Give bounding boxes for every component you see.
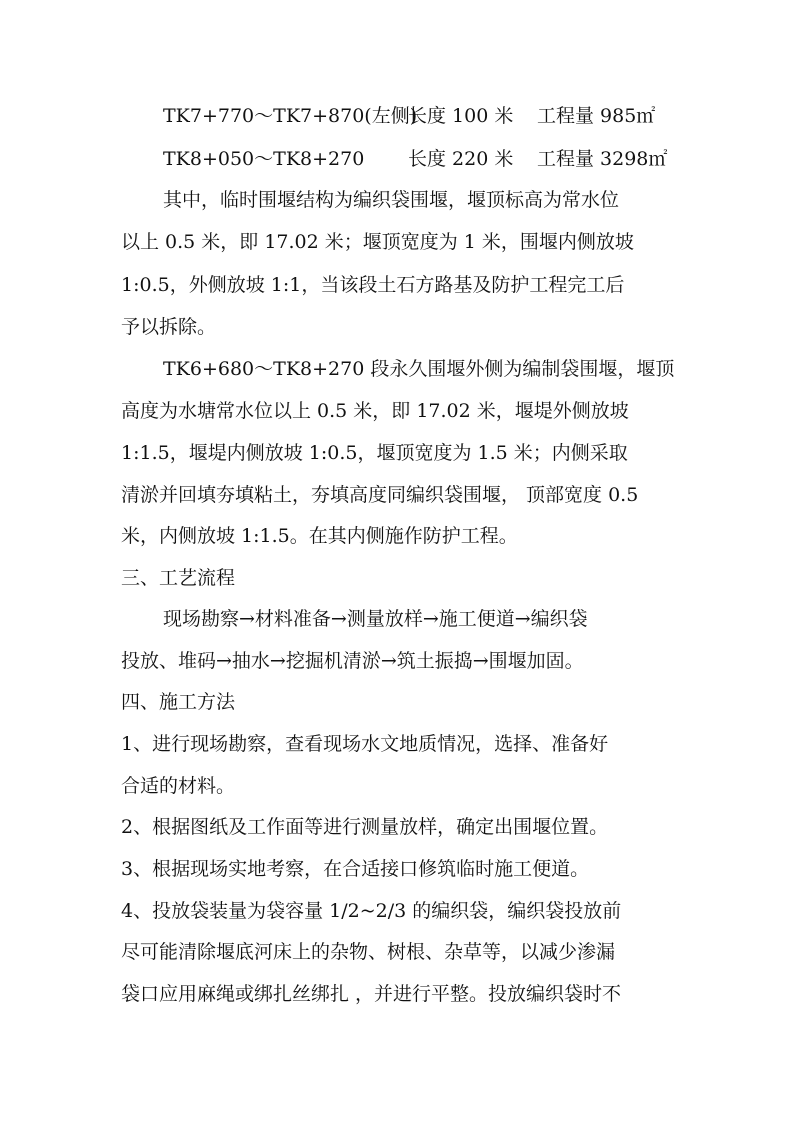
paragraph-line: 米，内侧放坡 1:1.5。在其内侧施作防护工程。 [121, 525, 518, 547]
row-length: 长度 220 米 [408, 148, 514, 170]
list-item-continuation: 尽可能清除堰底河床上的杂物、树根、杂草等，以减少渗漏 [121, 941, 616, 963]
paragraph-line: 其中，临时围堰结构为编织袋围堰，堰顶标高为常水位 [163, 189, 620, 211]
list-item: 3、根据现场实地考察，在合适接口修筑临时施工便道。 [121, 858, 590, 880]
list-item: 4、投放袋装量为袋容量 1/2~2/3 的编织袋，编织袋投放前 [121, 900, 622, 922]
list-item: 1、进行现场勘察，查看现场水文地质情况，选择、准备好 [121, 733, 609, 755]
paragraph-line: 投放、堆码→抽水→挖掘机清淤→筑土振捣→围堰加固。 [121, 650, 584, 672]
paragraph-line: 清淤并回填夯填粘土，夯填高度同编织袋围堰， 顶部宽度 0.5 [121, 484, 639, 506]
section-heading: 三、工艺流程 [121, 567, 236, 589]
paragraph-line: 以上 0.5 米，即 17.02 米；堰顶宽度为 1 米，围堰内侧放坡 [121, 231, 634, 253]
row-quantity: 工程量 3298㎡ [537, 148, 668, 170]
paragraph-line: 现场勘察→材料准备→测量放样→施工便道→编织袋 [163, 608, 588, 630]
row-quantity: 工程量 985㎡ [537, 105, 656, 127]
paragraph-line: 1:0.5，外侧放坡 1:1，当该段土石方路基及防护工程完工后 [121, 274, 625, 296]
row-length: 长度 100 米 [408, 105, 514, 127]
row-range: TK8+050～TK8+270 [163, 148, 365, 170]
list-item-continuation: 袋口应用麻绳或绑扎丝绑扎 ，并进行平整。投放编织袋时不 [121, 983, 622, 1005]
section-heading: 四、施工方法 [121, 691, 236, 713]
row-range: TK7+770～TK7+870(左侧) [163, 105, 418, 127]
paragraph-line: TK6+680～TK8+270 段永久围堰外侧为编制袋围堰，堰顶 [163, 358, 675, 380]
paragraph-line: 高度为水塘常水位以上 0.5 米，即 17.02 米，堰堤外侧放坡 [121, 400, 629, 422]
list-item: 2、根据图纸及工作面等进行测量放样，确定出围堰位置。 [121, 816, 609, 838]
paragraph-line: 1:1.5，堰堤内侧放坡 1:0.5，堰顶宽度为 1.5 米；内侧采取 [121, 442, 628, 464]
paragraph-line: 予以拆除。 [121, 316, 217, 338]
list-item-continuation: 合适的材料。 [121, 775, 236, 797]
